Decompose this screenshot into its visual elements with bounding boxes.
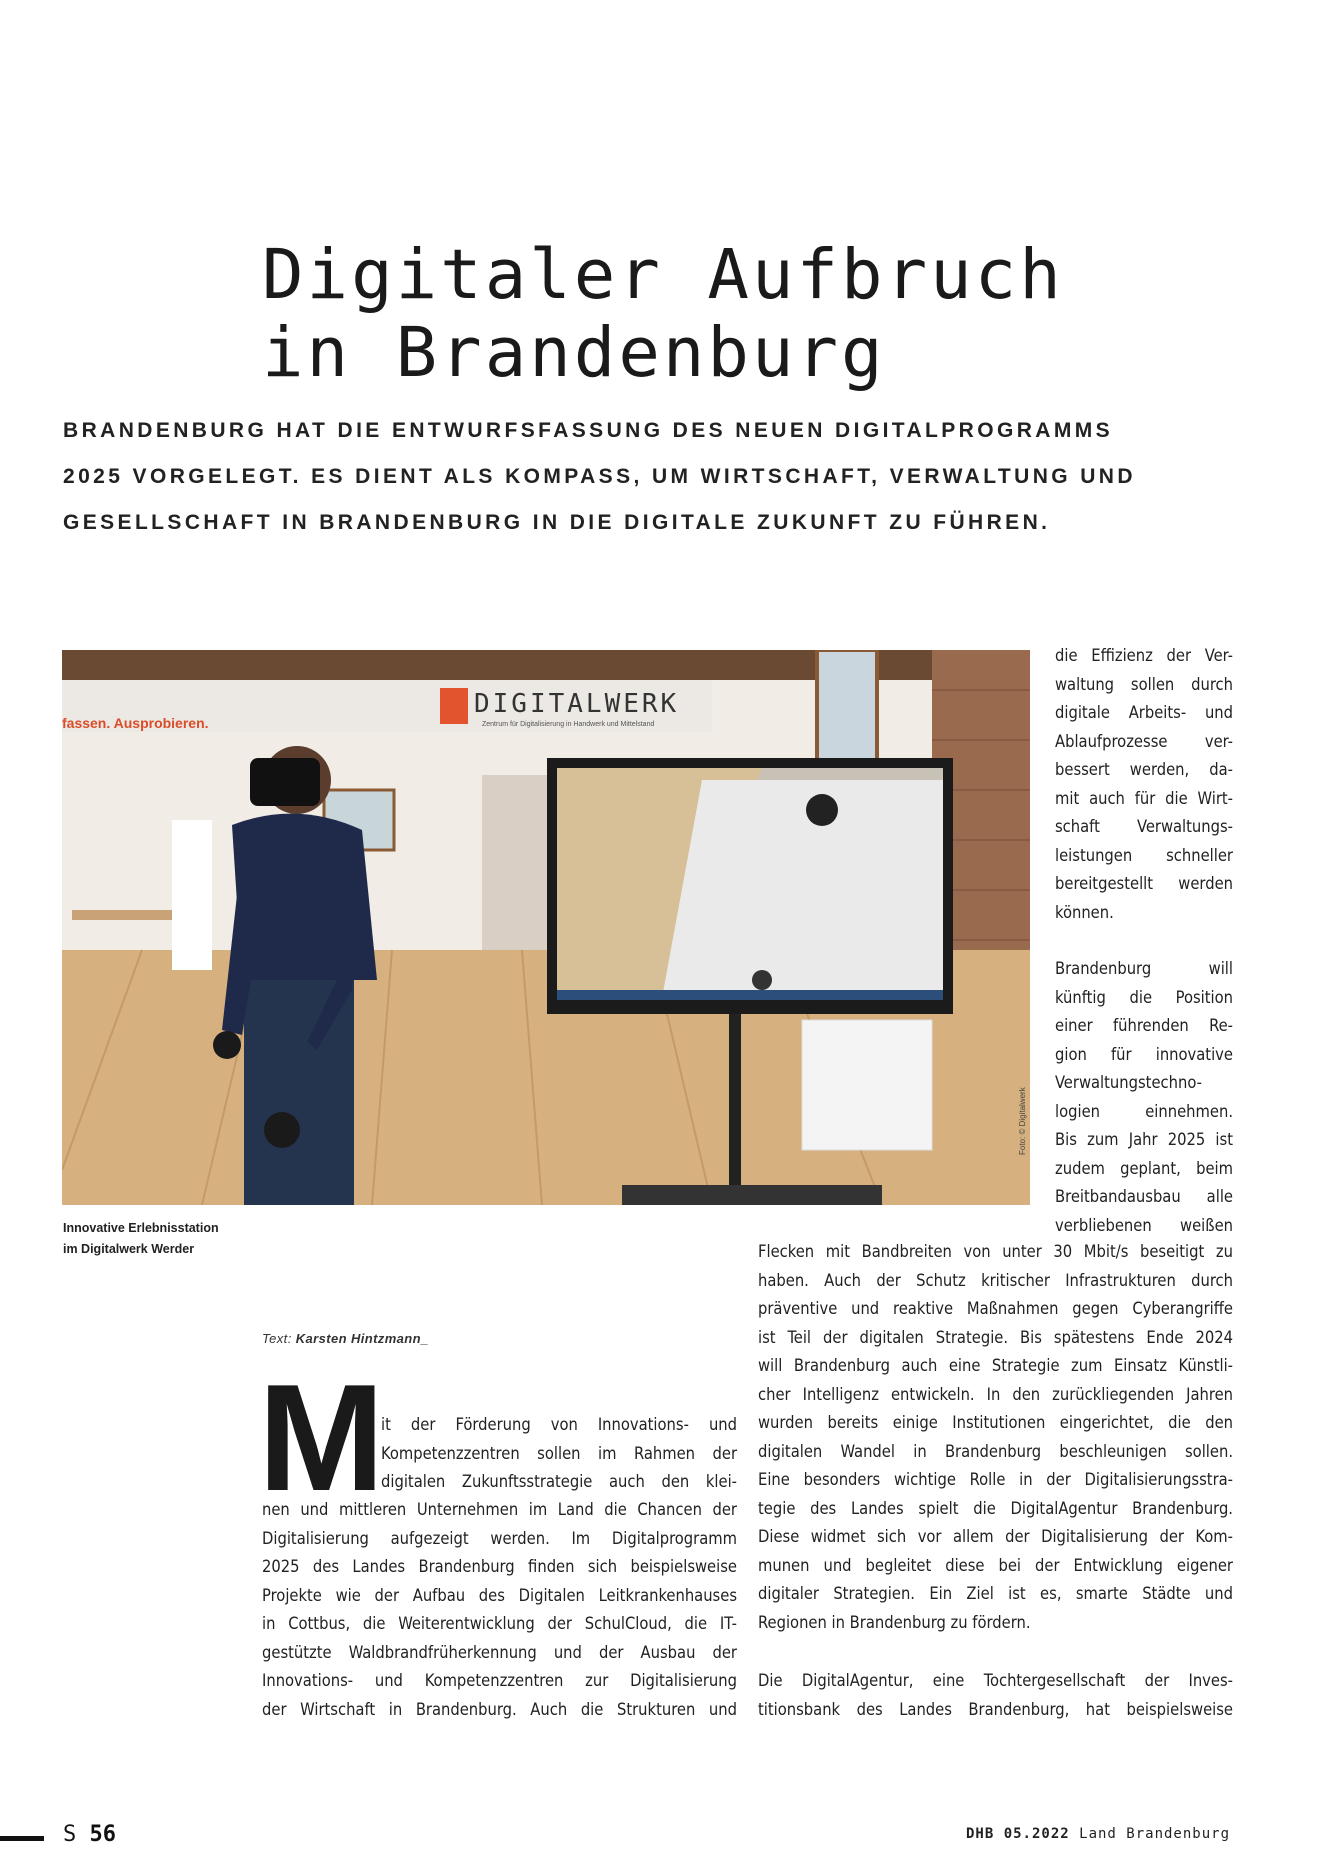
text-line: Flecken mit Bandbreiten von unter 30 Mbit/s beseitigt zu [758, 1242, 1233, 1261]
author-credit [262, 1331, 429, 1346]
footer-issue [966, 1826, 1230, 1842]
text-line: Diese widmet sich vor allem der Digitalisierung der Kom- [758, 1527, 1233, 1546]
text-line: logien einnehmen. [1055, 1101, 1233, 1121]
credit-author: Karsten Hintzmann_ [295, 1331, 429, 1346]
text-line: Breitbandausbau alle [1055, 1187, 1233, 1206]
lead-line: 2025 VORGELEGT. ES DIENT ALS KOMPASS, UM WIRTSCHAFT, VERWALTUNG UND [63, 465, 1136, 488]
text-line: will Brandenburg auch eine Strategie zum Einsatz Künstli- [758, 1356, 1233, 1375]
text-line: waltung sollen durch [1055, 674, 1233, 694]
title-line: in Brandenburg [262, 313, 886, 393]
page-number [63, 1822, 116, 1847]
photo-illustration [62, 650, 1030, 1205]
text-line: cher Intelligenz entwickeln. In den zurückliegenden Jahren [758, 1384, 1233, 1404]
title-line: Digitaler Aufbruch [262, 235, 1064, 315]
article-photo [62, 650, 1030, 1205]
issue-label: DHB 05.2022 [965, 1826, 1070, 1842]
text-line: können. [1055, 902, 1114, 922]
text-line: Brandenburg will [1055, 959, 1233, 978]
body-text-mid-2 [758, 1667, 1233, 1724]
banner-left-text: fassen. Ausprobieren. [62, 715, 209, 731]
text-line: mit auch für die Wirt- [1055, 788, 1233, 808]
article-lead [63, 408, 1136, 546]
text-line: schaft Verwaltungs- [1055, 817, 1233, 836]
body-text-right-top [1055, 642, 1233, 927]
body-text-left-indent [381, 1411, 737, 1497]
text-line: Digitalisierung aufgezeigt werden. Im Digitalprogramm [262, 1528, 737, 1548]
lead-line: GESELLSCHAFT IN BRANDENBURG IN DIE DIGITALE ZUKUNFT ZU FÜHREN. [63, 511, 1051, 534]
text-line: digitaler Strategien. Ein Ziel ist es, smarte Städte und [758, 1584, 1233, 1603]
text-line: einer führenden Re- [1055, 1016, 1233, 1035]
text-line: bessert werden, da- [1055, 760, 1233, 779]
lead-line: BRANDENBURG HAT DIE ENTWURFSFASSUNG DES NEUEN DIGITALPROGRAMMS [63, 419, 1114, 442]
text-line: verbliebenen weißen [1055, 1215, 1233, 1235]
credit-label: Text: [262, 1331, 292, 1346]
text-line: digitalen Zukunftsstrategie auch den klei- [381, 1472, 737, 1491]
footer-rule [0, 1836, 44, 1841]
text-line: ist Teil der digitalen Strategie. Bis spätestens Ende 2024 [758, 1327, 1233, 1347]
body-text-mid [758, 1238, 1233, 1637]
drop-cap: M [258, 1353, 385, 1523]
text-line: Innovations- und Kompetenzzentren zur Digitalisierung [262, 1671, 737, 1690]
text-line: munen und begleitet diese bei der Entwicklung eigener [758, 1555, 1233, 1575]
banner-brand-text: DIGITALWERK [474, 689, 680, 719]
caption-line: im Digitalwerk Werder [63, 1242, 195, 1256]
caption-line: Innovative Erlebnisstation [63, 1221, 219, 1235]
text-line: Die DigitalAgentur, eine Tochtergesellschaft der Inves- [758, 1671, 1233, 1690]
text-line: digitalen Wandel in Brandenburg beschleunigen sollen. [758, 1441, 1233, 1461]
text-line: Kompetenzzentren sollen im Rahmen der [381, 1443, 737, 1463]
text-line: it der Förderung von Innovations- und [381, 1415, 737, 1434]
text-line: Eine besonders wichtige Rolle in der Digitalisierungsstra- [758, 1470, 1233, 1489]
text-line: präventive und reaktive Maßnahmen gegen Cyberangriffe [758, 1299, 1233, 1318]
text-line: Regionen in Brandenburg zu fördern. [758, 1612, 1031, 1632]
text-line: Verwaltungstechno- [1055, 1073, 1202, 1092]
text-line: 2025 des Landes Brandenburg finden sich beispielsweise [262, 1557, 737, 1576]
text-line: gestützte Waldbrandfrüherkennung und der Ausbau der [262, 1642, 737, 1662]
text-line: digitale Arbeits- und [1055, 703, 1233, 722]
page-prefix: S [63, 1822, 77, 1847]
photo-credit: Foto: © Digitalwerk [1018, 1087, 1027, 1155]
text-line: titionsbank des Landes Brandenburg, hat beispielsweise [758, 1699, 1233, 1719]
text-line: nen und mittleren Unternehmen im Land die Chancen der [262, 1500, 737, 1519]
text-line: tegie des Landes spielt die DigitalAgentur Brandenburg. [758, 1498, 1233, 1518]
text-line: Ablaufprozesse ver- [1055, 731, 1233, 751]
text-line: bereitgestellt werden [1055, 874, 1233, 893]
text-line: der Wirtschaft in Brandenburg. Auch die Strukturen und [262, 1699, 737, 1719]
text-line: künftig die Position [1055, 987, 1233, 1007]
text-line: in Cottbus, die Weiterentwicklung der SchulCloud, die IT- [262, 1614, 737, 1633]
text-line: die Effizienz der Ver- [1055, 646, 1233, 665]
text-line: haben. Auch der Schutz kritischer Infrastrukturen durch [758, 1270, 1233, 1290]
text-line: zudem geplant, beim [1055, 1158, 1233, 1178]
photo-caption [63, 1218, 263, 1260]
text-line: gion für innovative [1055, 1044, 1233, 1064]
body-text-left [262, 1496, 737, 1724]
section-label: Land Brandenburg [1079, 1826, 1230, 1842]
page-number-value: 56 [89, 1822, 116, 1847]
text-line: Bis zum Jahr 2025 ist [1055, 1130, 1233, 1149]
body-text-right-mid [1055, 955, 1233, 1240]
text-line: leistungen schneller [1055, 845, 1233, 865]
text-line: wurden bereits einige Institutionen eingerichtet, die den [758, 1413, 1233, 1432]
article-title [262, 236, 1064, 392]
banner-sub-text: Zentrum für Digitalisierung in Handwerk und Mittelstand [482, 721, 655, 728]
text-line: Projekte wie der Aufbau des Digitalen Leitkrankenhauses [262, 1585, 737, 1605]
